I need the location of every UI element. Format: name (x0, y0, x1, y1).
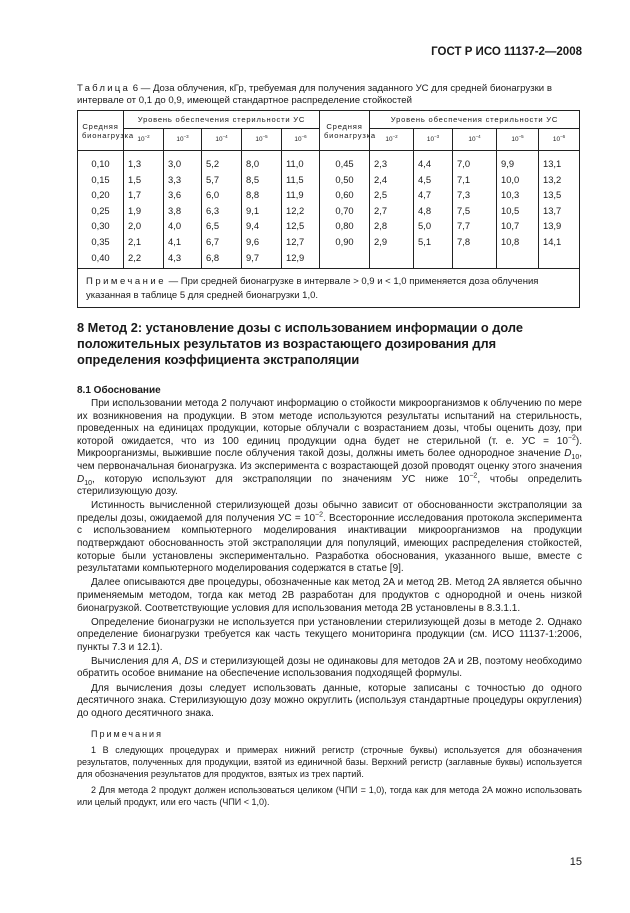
p2-part-b: . Всесторонние исследования протокола эксперимента с использованием компьютерного моделирования инактивации микроорганизмов на продукции подтверждают обоснованность этой экстраполяции для популяций, имеющих распределения стойкостей, которые были установлены экспериментально. Разработка обоснования, указанного выше, вместе с результатами компьютерного моделирования содержатся в статье [9]. (77, 512, 583, 575)
bioburden-value: 0,10 (91, 158, 110, 169)
right-sal-column-5 (539, 151, 580, 269)
power-base: 10 (552, 136, 560, 143)
table-caption-label: Таблица (77, 83, 131, 94)
dose-value: 6,7 (206, 235, 220, 247)
note-2: 2 Для метода 2 продукт должен использоваться целиком (ЧПИ = 1,0), тогда как для метода 2A можно использовать или целый продукт, или его часть (ЧПИ < 1,0). (77, 785, 582, 808)
p2-exponent: −2 (315, 511, 324, 519)
right-bioburden-column (320, 151, 370, 269)
power-base: 10 (137, 136, 145, 143)
dose-value: 10,5 (501, 204, 520, 216)
right-sal-column-1 (370, 151, 414, 269)
dose-value: 2,9 (374, 235, 388, 247)
dose-value: 3,8 (168, 204, 182, 216)
dose-value: 9,7 (246, 251, 260, 263)
paragraph-1 (77, 398, 582, 499)
p1-exponent-2: −2 (469, 472, 478, 480)
dose-value: 13,9 (543, 220, 562, 232)
notes-title: Примечания (91, 729, 163, 740)
dose-value: 4,8 (418, 204, 432, 216)
left-sal-header-3 (202, 129, 242, 151)
dose-value: 1,9 (128, 204, 142, 216)
dose-value: 11,9 (286, 189, 304, 201)
paragraph-4: Определение бионагрузки не используется при установлении стерилизующей дозы в методе 2. Однако определение бионагрузки требуется как часть текущего мониторинга продукции (см. ИСО 11137-1:2006, пункты 7.3 и 12.1). (77, 616, 582, 653)
table-caption (77, 83, 582, 107)
dose-value: 7,7 (457, 220, 471, 232)
dose-value: 6,0 (206, 189, 220, 201)
a-variable: A (171, 655, 179, 667)
dose-value: 9,9 (501, 158, 515, 169)
table-note-label: Примечание (86, 276, 166, 288)
d-subscript: 10 (571, 454, 580, 462)
table-caption-text: — Доза облучения, кГр, требуемая для получения заданного УС для средней бионагрузки в интервале от 0,1 до 0,9, имеющей стандартное распределение стойкостей (77, 83, 552, 106)
dose-value: 9,1 (246, 204, 260, 216)
dose-value: 4,5 (418, 173, 432, 185)
right-sal-header-1 (370, 129, 414, 151)
paragraph-2 (77, 500, 582, 576)
right-sal-column-4 (497, 151, 539, 269)
p1-part-a: При использовании метода 2 получают информацию о стойкости микроорганизмов к облучению по мере их возникновения на продукции. В этом методе используются результаты испытаний на стерильность, проведенных на единицах продукции, которые облучали с возрастанием дозы, чтобы оценить дозу, при которой ожидается, что из 100 единиц продукции одна будет не стерильной (т. е. УС = 10 (77, 398, 582, 447)
dose-value: 12,5 (286, 220, 305, 232)
dose-value: 3,6 (168, 189, 182, 201)
subsection-title: 8.1 Обоснование (77, 385, 161, 396)
dose-value: 7,8 (457, 235, 471, 247)
dose-value: 11,0 (286, 158, 304, 169)
power-exponent: −3 (434, 133, 440, 139)
dose-table (77, 110, 580, 308)
left-sal-column-4 (242, 151, 282, 269)
dose-value: 7,0 (457, 158, 471, 169)
dose-value: 2,7 (374, 204, 388, 216)
left-sal-column-3 (202, 151, 242, 269)
bioburden-value: 0,40 (91, 251, 110, 263)
dose-value: 5,1 (418, 235, 432, 247)
p1-part-d: , которую используют для экстраполяции по значениям УС ниже 10 (92, 473, 470, 485)
power-base: 10 (294, 136, 302, 143)
dose-value: 2,3 (374, 158, 388, 169)
dose-value: 4,7 (418, 189, 432, 201)
dose-value: 5,7 (206, 173, 220, 185)
header-bioburden-right: Средняя бионагрузка (320, 111, 370, 151)
dose-value: 10,0 (501, 173, 520, 185)
table-caption-number: 6 (132, 83, 139, 94)
bioburden-value: 0,20 (91, 189, 110, 201)
table-note (78, 269, 580, 308)
power-exponent: −4 (222, 133, 228, 139)
power-exponent: −4 (475, 133, 481, 139)
dose-value: 2,2 (128, 251, 142, 263)
dose-value: 10,8 (501, 235, 520, 247)
left-bioburden-column (78, 151, 124, 269)
right-sal-header-2 (414, 129, 453, 151)
dose-value: 2,1 (128, 235, 142, 247)
d-variable-2: D (77, 473, 85, 485)
dose-value: 12,7 (286, 235, 305, 247)
power-base: 10 (468, 136, 476, 143)
p5-part-b: и стерилизующей дозы не одинаковы для методов 2A и 2B, поэтому необходимо обратить особое внимание на обеспечение использования подходящей формулы. (77, 655, 582, 680)
dose-value: 12,9 (286, 251, 305, 263)
bioburden-value: 0,60 (335, 189, 354, 201)
right-sal-header-5 (539, 129, 580, 151)
dose-value: 8,5 (246, 173, 260, 185)
d-variable: D (564, 448, 572, 460)
right-sal-header-4 (497, 129, 539, 151)
bioburden-value: 0,50 (335, 173, 354, 185)
power-exponent: −2 (144, 133, 150, 139)
dose-value: 7,1 (457, 173, 471, 185)
dose-value: 1,3 (128, 158, 142, 169)
dose-value: 6,8 (206, 251, 220, 263)
dose-value: 3,3 (168, 173, 182, 185)
power-base: 10 (511, 136, 519, 143)
dose-value: 10,7 (501, 220, 520, 232)
dose-value: 2,8 (374, 220, 388, 232)
power-exponent: −2 (392, 133, 398, 139)
bioburden-value: 0,35 (91, 235, 110, 247)
dose-value: 13,1 (543, 158, 562, 169)
power-exponent: −6 (560, 133, 566, 139)
paragraph-3: Далее описываются две процедуры, обозначенные как метод 2A и метод 2B. Метод 2A является обычно применяемым методом, тогда как метод 2B разработан для продуктов с однородной и очень низкой бионагрузкой. Соответствующие условия для использования метода 2B установлены в 8.3.1.1. (77, 577, 582, 614)
section-title: 8 Метод 2: установление дозы с использованием информации о доле положительных результатов из возрастающего дозирования для определения коэффициента экстраполяции (77, 320, 523, 368)
bioburden-value: 0,15 (91, 173, 110, 185)
dose-value: 12,2 (286, 204, 305, 216)
power-base: 10 (255, 136, 263, 143)
p1-exponent-1: −2 (567, 434, 576, 442)
header-bioburden-left: Средняя бионагрузка (78, 111, 124, 151)
dose-value: 10,3 (501, 189, 520, 201)
dose-value: 7,3 (457, 189, 471, 201)
power-exponent: −5 (262, 133, 268, 139)
dose-value: 13,5 (543, 189, 562, 201)
dose-value: 9,6 (246, 235, 260, 247)
power-base: 10 (215, 136, 223, 143)
dose-value: 4,4 (418, 158, 432, 169)
left-sal-column-2 (164, 151, 202, 269)
p2-part-a: Истинность вычисленной стерилизующей дозы обычно зависит от обоснованности экстраполяции за пределы дозы, ожидаемой для получения УС = 10 (77, 500, 582, 524)
p1-part-b: ). Микроорганизмы, выжившие после облучения такой дозы, должны иметь более однородное значение (77, 435, 582, 460)
left-sal-column-5 (282, 151, 320, 269)
notes-block (77, 728, 582, 808)
dose-value: 4,3 (168, 251, 182, 263)
dose-value: 5,2 (206, 158, 220, 169)
p1-part-e: , чтобы определить стерилизующую дозу. (77, 473, 582, 498)
dose-value: 4,1 (168, 235, 182, 247)
dose-value: 2,4 (374, 173, 388, 185)
header-sal-left: Уровень обеспечения стерильности УС (124, 111, 320, 129)
section-body (77, 398, 582, 812)
power-base: 10 (176, 136, 184, 143)
p1-part-c: , чем первоначальная бионагрузка. Из эксперимента с возрастающей дозой проводят оценку этого значения (77, 448, 582, 472)
dose-value: 4,0 (168, 220, 182, 232)
dose-value: 13,7 (543, 204, 562, 216)
dose-value: 1,5 (128, 173, 142, 185)
bioburden-value: 0,80 (335, 220, 354, 232)
power-base: 10 (385, 136, 393, 143)
bioburden-value: 0,45 (335, 158, 354, 169)
right-sal-header-3 (453, 129, 497, 151)
power-base: 10 (426, 136, 434, 143)
dose-value: 8,0 (246, 158, 260, 169)
right-sal-column-3 (453, 151, 497, 269)
bioburden-value: 0,30 (91, 220, 110, 232)
d-subscript-2: 10 (84, 479, 93, 487)
dose-value: 1,7 (128, 189, 142, 201)
power-exponent: −6 (301, 133, 307, 139)
dose-value: 6,5 (206, 220, 220, 232)
power-exponent: −5 (518, 133, 524, 139)
dose-value: 6,3 (206, 204, 220, 216)
dose-value: 3,0 (168, 158, 182, 169)
note-1: 1 В следующих процедурах и примерах нижний регистр (строчные буквы) используется для обозначения результатов, полученных для продукции, взятой из единичной базы. Верхний регистр (заглавные буквы) используется для обозначения результатов для продуктов, взятых из трех партий. (77, 745, 582, 780)
left-sal-header-5 (282, 129, 320, 151)
bioburden-value: 0,70 (335, 204, 354, 216)
table-note-text: — При средней бионагрузке в интервале > 0,9 и < 1,0 применяется доза облучения указанная в таблице 5 для средней бионагрузки 1,0. (86, 276, 539, 301)
left-sal-column-1 (124, 151, 164, 269)
dose-value: 9,4 (246, 220, 260, 232)
right-sal-column-2 (414, 151, 453, 269)
paragraph-6: Для вычисления дозы следует использовать данные, которые записаны с точностью до одного десятичного знака. Стерилизующую дозу можно округлить (используя стандартные процедуры округления) до одного десятичного знака. (77, 682, 582, 719)
header-sal-right: Уровень обеспечения стерильности УС (370, 111, 580, 129)
document-header: ГОСТ Р ИСО 11137-2—2008 (431, 46, 582, 58)
dose-value: 8,8 (246, 189, 260, 201)
dose-value: 13,2 (543, 173, 562, 185)
dose-value: 5,0 (418, 220, 432, 232)
paragraph-5: Вычисления для A, DS и стерилизующей дозы не одинаковы для методов 2A и 2B, поэтому необходимо обратить особое внимание на обеспечение использования подходящей формулы. (77, 655, 582, 680)
ds-variable: DS (184, 655, 199, 667)
dose-value: 7,5 (457, 204, 471, 216)
dose-value: 14,1 (543, 235, 562, 247)
power-exponent: −3 (183, 133, 189, 139)
dose-value: 11,5 (286, 173, 304, 185)
dose-value: 2,0 (128, 220, 142, 232)
left-sal-header-2 (164, 129, 202, 151)
p5-part-a: Вычисления для (91, 655, 172, 667)
page-number: 15 (569, 856, 582, 868)
left-sal-header-4 (242, 129, 282, 151)
dose-value: 2,5 (374, 189, 388, 201)
bioburden-value: 0,25 (91, 204, 110, 216)
bioburden-value: 0,90 (335, 235, 354, 247)
